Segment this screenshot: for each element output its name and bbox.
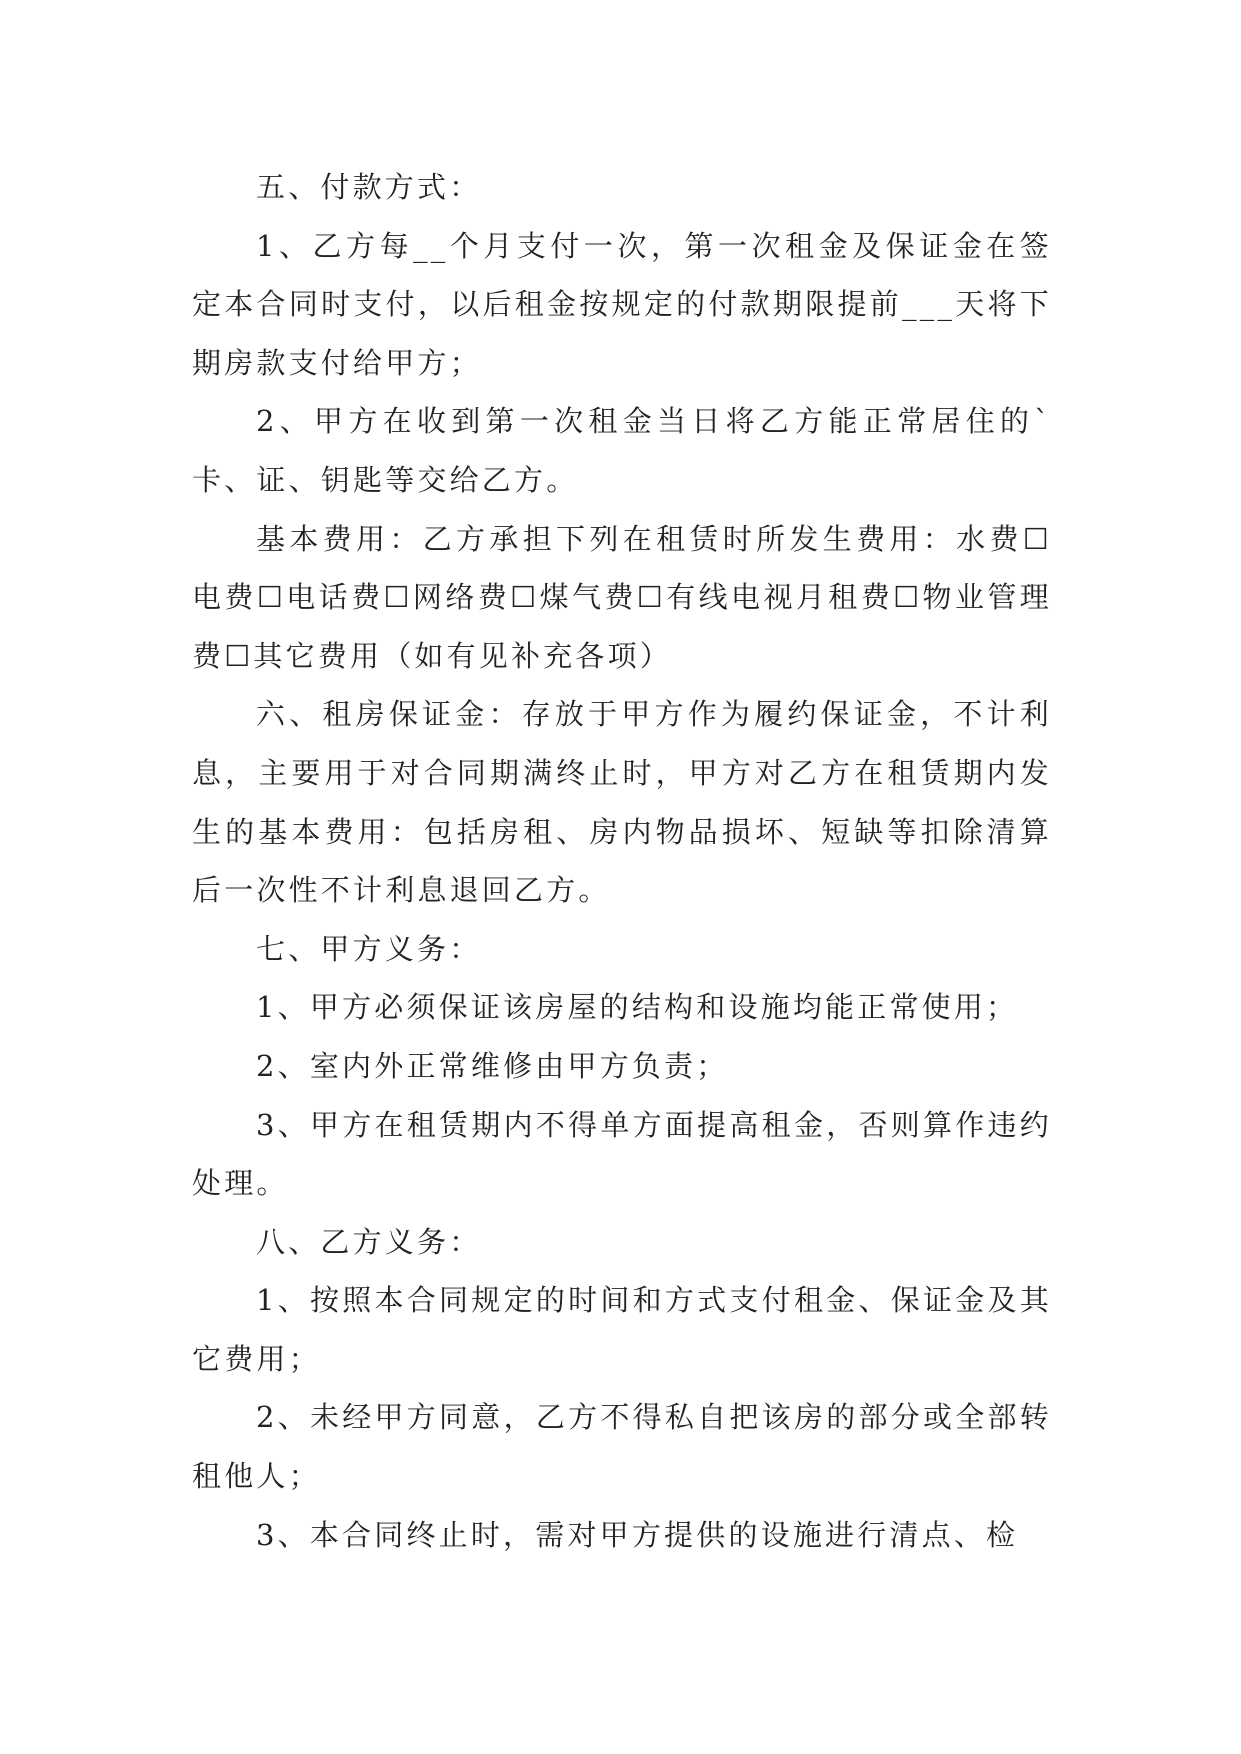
clause-paragraph: 1、按照本合同规定的时间和方式支付租金、保证金及其它费用；: [192, 1283, 1052, 1376]
section-heading-landlord-duties: 七、甲方义务：: [256, 931, 482, 966]
document-body: [192, 158, 1052, 1564]
basic-fees-paragraph: 基本费用：乙方承担下列在租赁时所发生费用：水费☐电费☐电话费☐网络费☐煤气费☐有线电视月租费☐物业管理费☐其它费用（如有见补充各项）: [192, 521, 1052, 673]
clause-paragraph: 1、甲方必须保证该房屋的结构和设施均能正常使用；: [256, 990, 1019, 1025]
clause-paragraph: 1、乙方每__个月支付一次，第一次租金及保证金在签定本合同时支付，以后租金按规定的付款期限提前___天将下期房款支付给甲方；: [192, 228, 1052, 380]
section-heading-payment: 五、付款方式：: [256, 170, 482, 204]
clause-paragraph: 2、未经甲方同意，乙方不得私自把该房的部分或全部转租他人；: [192, 1400, 1052, 1494]
clause-paragraph: 3、甲方在租赁期内不得单方面提高租金，否则算作违约处理。: [192, 1107, 1052, 1201]
section-heading-tenant-duties: 八、乙方义务：: [256, 1224, 482, 1259]
deposit-paragraph: 六、租房保证金：存放于甲方作为履约保证金，不计利息，主要用于对合同期满终止时，甲方对乙方在租赁期内发生的基本费用：包括房租、房内物品损坏、短缺等扣除清算后一次性不计利息退回乙方。: [192, 697, 1052, 908]
clause-paragraph: 3、本合同终止时，需对甲方提供的设施进行清点、检: [256, 1517, 1019, 1552]
clause-paragraph: 2、室内外正常维修由甲方负责；: [256, 1048, 729, 1083]
clause-paragraph: 2、甲方在收到第一次租金当日将乙方能正常居住的`卡、证、钥匙等交给乙方。: [192, 404, 1052, 497]
